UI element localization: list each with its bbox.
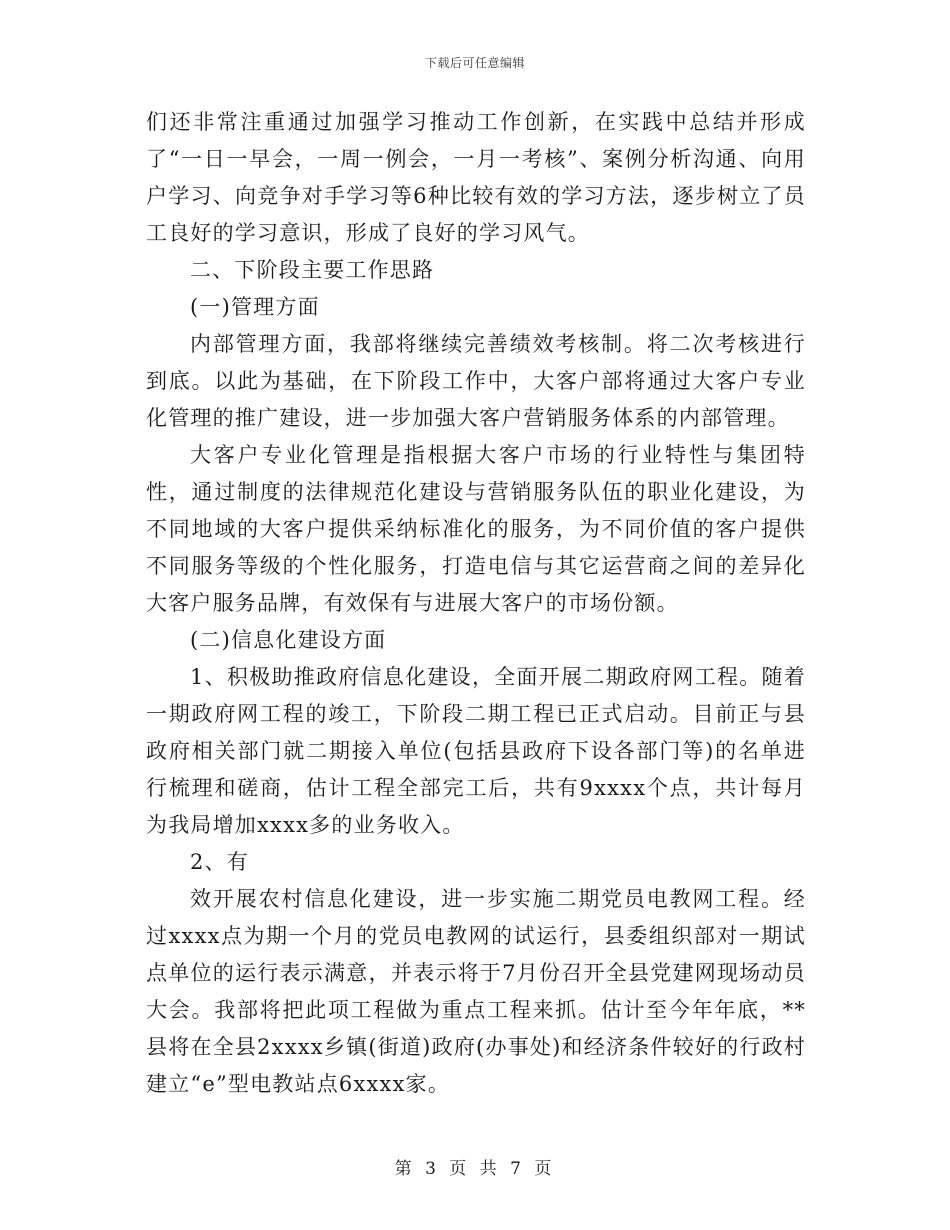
paragraph-government-network: 1、积极助推政府信息化建设，全面开展二期政府网工程。随着一期政府网工程的竣工，下阶段二期工程已正式启动。目前正与县政府相关部门就二期接入单位(包括县政府下设各部门等)的名单进行梳理和磋商，估计工程全部完工后，共有9xxxx个点，共计每月为我局增加xxxx多的业务收入。 — [146, 665, 806, 837]
page-number-footer: 第 3 页 共 7 页 — [394, 1159, 556, 1179]
page-header-note: 下载后可任意编辑 — [424, 56, 525, 70]
paragraph-study-methods: 们还非常注重通过加强学习推动工作创新，在实践中总结并形成了“一日一早会，一周一例会，一月一考核”、案例分析沟通、向用户学习、向竞争对手学习等6种比较有效的学习方法，逐步树立了员工良好的学习意识，形成了良好的学习风气。 — [146, 110, 806, 245]
paragraph-internal-management: 内部管理方面，我部将继续完善绩效考核制。将二次考核进行到底。以此为基础，在下阶段工作中，大客户部将通过大客户专业化管理的推广建设，进一步加强大客户营销服务体系的内部管理。 — [146, 332, 806, 430]
paragraph-rural-informatization: 效开展农村信息化建设，进一步实施二期党员电教网工程。经过xxxx点为期一个月的党员电教网的试运行，县委组织部对一期试点单位的运行表示满意，并表示将于7月份召开全县党建网现场动员大会。我部将把此项工程做为重点工程来抓。估计至今年年底，**县将在全县2xxxx乡镇(街道)政府(办事处)和经济条件较好的行政村建立“e”型电教站点6xxxx家。 — [146, 887, 806, 1096]
subsection-heading-informatization: (二)信息化建设方面 — [190, 628, 387, 652]
paragraph-key-account-management: 大客户专业化管理是指根据大客户市场的行业特性与集团特性，通过制度的法律规范化建设与营销服务队伍的职业化建设，为不同地域的大客户提供采纳标准化的服务，为不同价值的客户提供不同服务等级的个性化服务，打造电信与其它运营商之间的差异化大客户服务品牌，有效保有与进展大客户的市场份额。 — [146, 443, 806, 615]
paragraph-item-2-label: 2、有 — [190, 850, 249, 874]
document-body — [146, 104, 806, 1103]
subsection-heading-management: (一)管理方面 — [190, 295, 320, 319]
section-heading-next-stage: 二、下阶段主要工作思路 — [190, 258, 435, 282]
